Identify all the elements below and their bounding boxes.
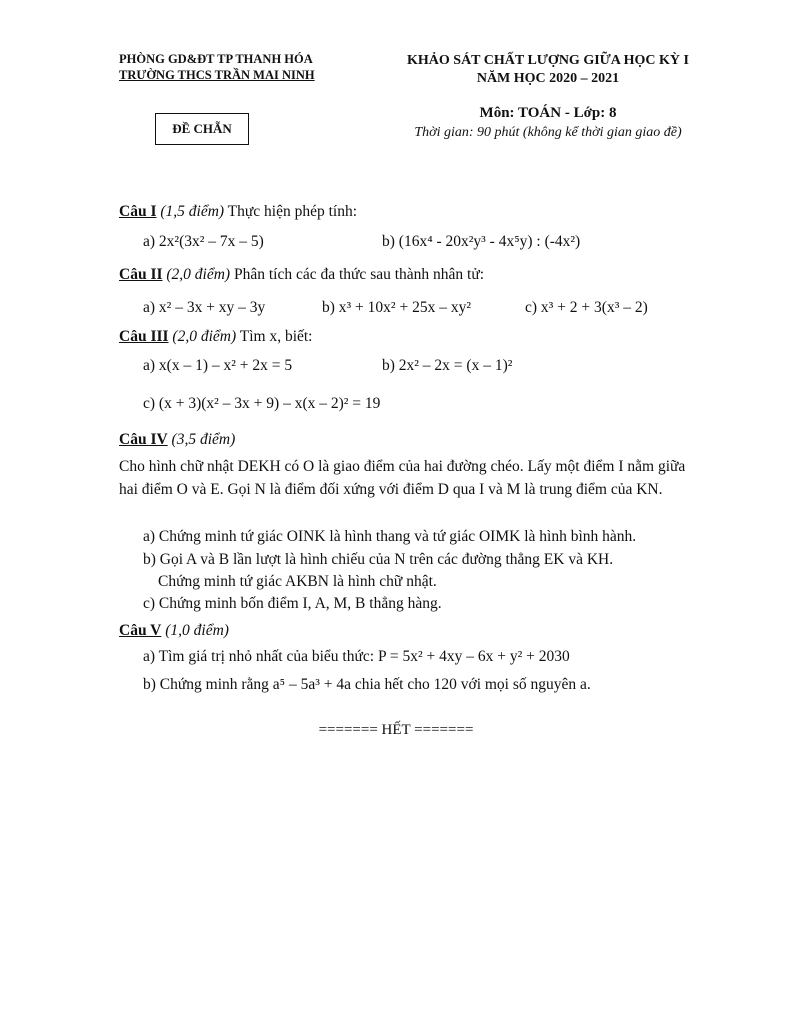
exam-code: ĐỀ CHẴN (172, 121, 232, 136)
header-left (119, 51, 315, 83)
question-2b: b) x³ + 10x² + 25x – xy² (322, 299, 471, 316)
question-4-text: Cho hình chữ nhật DEKH có O là giao điểm của hai đường chéo. Lấy một điểm I nằm giữa hai điểm O và E. Gọi N là điểm đối xứng với điểm D qua I và M là trung điểm của KN. (119, 458, 686, 498)
exam-title (380, 52, 716, 88)
question-4b-line2: Chứng minh tứ giác AKBN là hình chữ nhật. (158, 573, 437, 590)
question-5-heading (119, 622, 229, 640)
question-1b: b) (16x⁴ - 20x²y³ - 4x⁵y) : (-4x²) (382, 233, 581, 250)
question-3a: a) x(x – 1) – x² + 2x = 5 (143, 357, 293, 374)
subject-line: Môn: TOÁN - Lớp: 8 (479, 105, 617, 121)
question-3b: b) 2x² – 2x = (x – 1)² (382, 357, 513, 374)
end-marker: ======= HẾT ======= (318, 722, 474, 738)
question-2c: c) x³ + 2 + 3(x³ – 2) (525, 299, 648, 316)
exam-code-box (155, 113, 249, 145)
time-line: Thời gian: 90 phút (không kể thời gian giao đề) (414, 125, 682, 140)
question-4-title: Câu IV (119, 431, 168, 448)
question-4b-line1: b) Gọi A và B lần lượt là hình chiếu của N trên các đường thẳng EK và KH. (143, 551, 614, 568)
question-4c: c) Chứng minh bốn điểm I, A, M, B thẳng hàng. (143, 595, 442, 612)
question-2a: a) x² – 3x + xy – 3y (143, 299, 266, 316)
question-1-points: (1,5 điểm) (160, 203, 225, 220)
question-2-prompt: Phân tích các đa thức sau thành nhân tử: (233, 266, 485, 283)
question-5-points: (1,0 điểm) (165, 622, 229, 639)
question-1-heading (119, 203, 357, 221)
question-4-points: (3,5 điểm) (171, 431, 236, 448)
question-2-points: (2,0 điểm) (166, 266, 231, 283)
exam-title-line1: KHẢO SÁT CHẤT LƯỢNG GIỮA HỌC KỲ I (407, 53, 689, 68)
department-name: PHÒNG GD&ĐT TP THANH HÓA (119, 52, 313, 66)
question-3c: c) (x + 3)(x² – 3x + 9) – x(x – 2)² = 19 (143, 395, 381, 412)
exam-title-line2: NĂM HỌC 2020 – 2021 (476, 71, 620, 86)
question-1a: a) 2x²(3x² – 7x – 5) (143, 233, 264, 250)
question-3-prompt: Tìm x, biết: (239, 328, 313, 345)
question-4-heading (119, 431, 235, 449)
question-4a: a) Chứng minh tứ giác OINK là hình thang và tứ giác OIMK là hình bình hành. (143, 528, 637, 545)
question-3-heading (119, 328, 313, 346)
question-5-title: Câu V (119, 622, 162, 639)
question-2-title: Câu II (119, 266, 163, 283)
question-3-points: (2,0 điểm) (172, 328, 237, 345)
question-3-title: Câu III (119, 328, 169, 345)
question-2-heading (119, 266, 484, 284)
question-1-title: Câu I (119, 203, 157, 220)
question-5a: a) Tìm giá trị nhỏ nhất của biểu thức: P = 5x² + 4xy – 6x + y² + 2030 (143, 648, 570, 665)
question-1-prompt: Thực hiện phép tính: (227, 203, 358, 220)
question-5b: b) Chứng minh rằng a⁵ – 5a³ + 4a chia hết cho 120 với mọi số nguyên a. (143, 676, 591, 693)
school-name: TRƯỜNG THCS TRẦN MAI NINH (119, 68, 315, 82)
